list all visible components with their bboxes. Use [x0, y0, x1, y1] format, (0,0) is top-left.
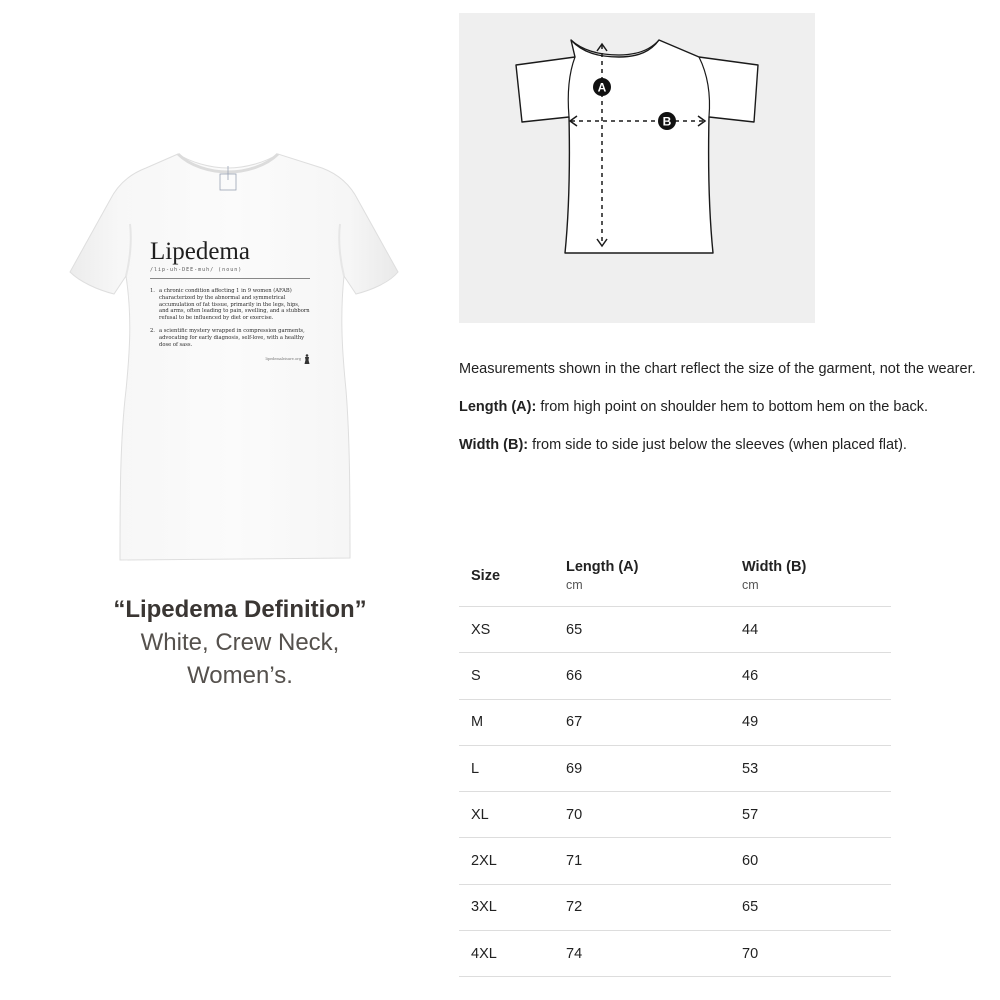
width-note-text: from side to side just below the sleeves (when placed flat).: [528, 437, 907, 453]
header-length: [554, 545, 730, 607]
cell-width: 70: [730, 931, 891, 977]
table-row: [459, 792, 891, 838]
cell-length: 69: [554, 745, 730, 791]
header-size: Size: [459, 545, 554, 607]
cell-length: 70: [554, 792, 730, 838]
length-note-label: Length (A):: [459, 399, 537, 415]
cell-size: M: [459, 699, 554, 745]
print-pronunciation: /lip-uh-DEE-muh/ (noun): [150, 267, 243, 273]
cell-length: 74: [554, 931, 730, 977]
header-length-unit: cm: [566, 578, 583, 592]
cell-size: XL: [459, 792, 554, 838]
product-image: [60, 140, 410, 570]
table-row: [459, 884, 891, 930]
cell-width: 65: [730, 884, 891, 930]
marker-a-label: A: [597, 80, 607, 95]
cell-width: 60: [730, 838, 891, 884]
length-note-text: from high point on shoulder hem to bottom hem on the back.: [536, 399, 929, 415]
product-subtitle: White, Crew Neck, Women’s.: [140, 629, 340, 689]
header-width-label: Width (B): [742, 559, 807, 575]
print-title: Lipedema: [150, 238, 250, 265]
length-note: [459, 396, 989, 419]
cell-width: 57: [730, 792, 891, 838]
shirt-outline-diagram: [459, 13, 815, 323]
table-row: [459, 931, 891, 977]
width-note: [459, 434, 989, 457]
cell-size: L: [459, 745, 554, 791]
table-row: [459, 838, 891, 884]
cell-width: 46: [730, 653, 891, 699]
table-row: [459, 699, 891, 745]
print-footer-text: lipedemaleisure.org: [265, 357, 301, 362]
print-definition: [150, 328, 310, 348]
cell-size: 3XL: [459, 884, 554, 930]
print-divider: [150, 278, 310, 279]
shirt-print: [150, 238, 310, 364]
figure-logo-icon: [304, 354, 310, 364]
header-width-unit: cm: [742, 578, 759, 592]
cell-size: S: [459, 653, 554, 699]
table-row: [459, 607, 891, 653]
cell-length: 66: [554, 653, 730, 699]
product-caption: [60, 594, 420, 692]
cell-length: 67: [554, 699, 730, 745]
cell-length: 71: [554, 838, 730, 884]
measurement-intro: Measurements shown in the chart reflect the size of the garment, not the wearer.: [459, 361, 976, 377]
cell-size: 4XL: [459, 931, 554, 977]
cell-length: 65: [554, 607, 730, 653]
header-length-label: Length (A): [566, 559, 639, 575]
cell-width: 44: [730, 607, 891, 653]
print-definition: [150, 288, 310, 322]
header-width: [730, 545, 891, 607]
width-note-label: Width (B):: [459, 437, 529, 453]
cell-size: 2XL: [459, 838, 554, 884]
definition-number: 2.: [150, 327, 155, 334]
definition-text: a chronic condition affecting 1 in 9 women (AFAB) characterized by the abnormal and symmetrical accumulation of fat tissue, primarily in the legs, hips, and arms, often leading to pain, swelling, and a stubborn refusal to be influenced by diet or exercise.: [159, 288, 310, 322]
table-row: [459, 745, 891, 791]
measurement-notes: [459, 358, 989, 472]
cell-width: 53: [730, 745, 891, 791]
cell-width: 49: [730, 699, 891, 745]
cell-length: 72: [554, 884, 730, 930]
table-header-row: [459, 545, 891, 607]
product-title: “Lipedema Definition”: [113, 596, 367, 623]
definition-number: 1.: [150, 288, 155, 294]
print-footer: [150, 354, 310, 364]
cell-size: XS: [459, 607, 554, 653]
table-row: [459, 653, 891, 699]
marker-b-label: B: [662, 114, 672, 129]
measurement-diagram: [459, 13, 815, 323]
definition-text: a scientific mystery wrapped in compression garments, advocating for early diagnosis, self-love, with a healthy dose of sass.: [159, 327, 305, 348]
size-chart-table: [459, 545, 891, 977]
